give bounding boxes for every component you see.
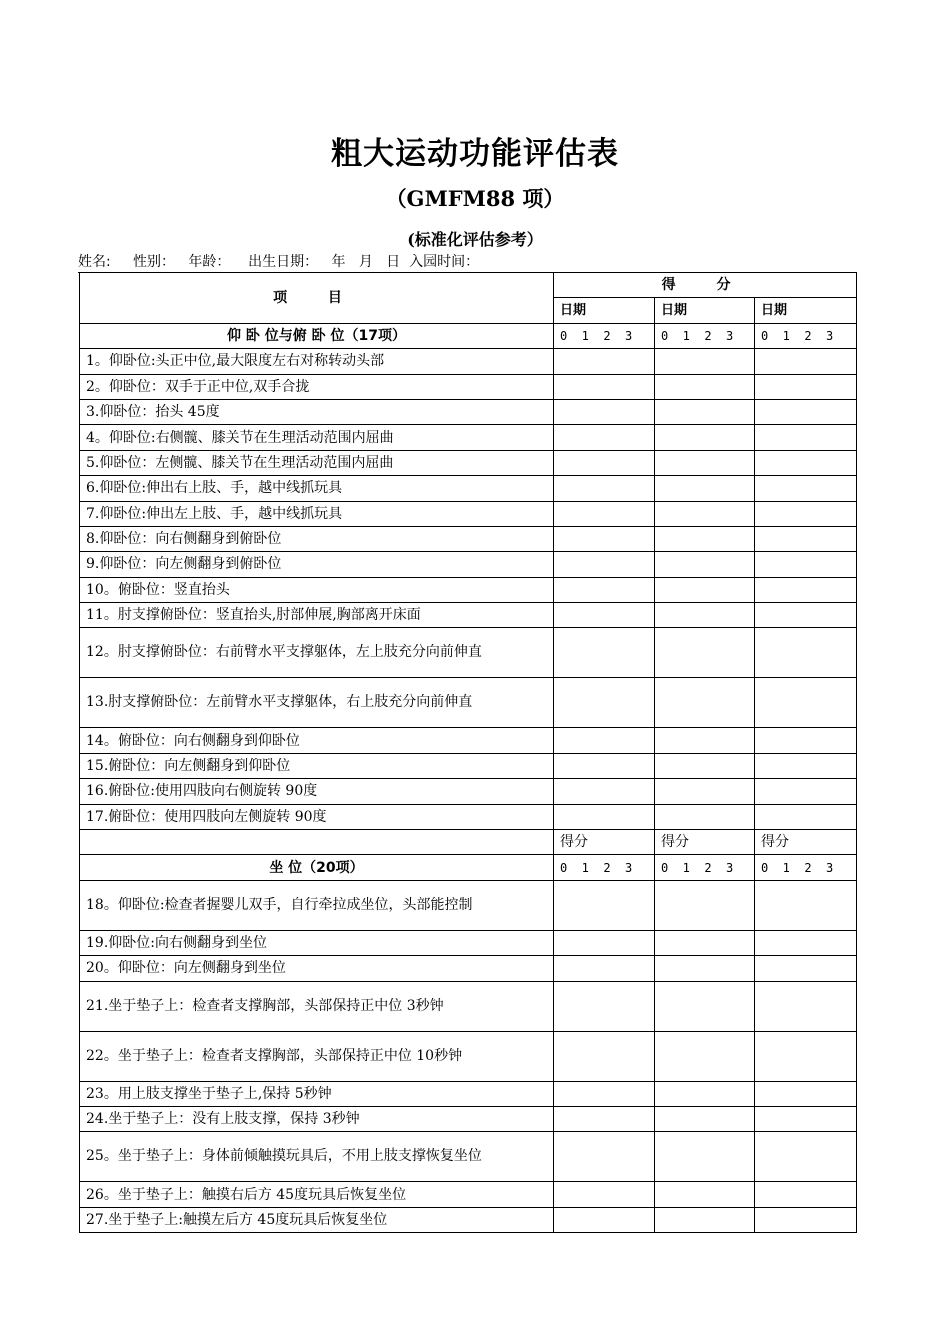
score-cell[interactable]: [554, 552, 655, 577]
score-cell[interactable]: [755, 1132, 857, 1182]
table-row: [80, 476, 857, 501]
item-text: 12。肘支撑俯卧位：右前臂水平支撑躯体，左上肢充分向前伸直: [80, 628, 554, 678]
score-cell[interactable]: [655, 678, 755, 728]
score-cell[interactable]: [655, 628, 755, 678]
section-title: 坐 位（20项）: [80, 855, 554, 880]
score-cell[interactable]: [755, 1207, 857, 1232]
score-label-row: [80, 830, 857, 855]
score-cell[interactable]: [755, 399, 857, 424]
score-scale: 0 1 2 3: [655, 323, 755, 348]
score-cell[interactable]: [655, 1106, 755, 1131]
score-cell[interactable]: [554, 804, 655, 829]
blank-cell: [80, 830, 554, 855]
score-cell[interactable]: [554, 880, 655, 930]
score-cell[interactable]: [755, 450, 857, 475]
table-row: [80, 728, 857, 753]
score-cell[interactable]: [554, 1031, 655, 1081]
table-row: [80, 753, 857, 778]
score-scale: 0 1 2 3: [755, 323, 857, 348]
score-cell[interactable]: [655, 1182, 755, 1207]
score-cell[interactable]: [755, 349, 857, 374]
score-cell[interactable]: [755, 552, 857, 577]
item-text: 5.仰卧位：左侧髋、膝关节在生理活动范围内屈曲: [80, 450, 554, 475]
score-cell[interactable]: [554, 577, 655, 602]
score-cell[interactable]: [755, 1081, 857, 1106]
table-row: [80, 804, 857, 829]
table-row: [80, 678, 857, 728]
score-cell[interactable]: [554, 628, 655, 678]
page-title: 粗大运动功能评估表: [331, 136, 619, 172]
table-row: [80, 374, 857, 399]
score-cell[interactable]: [755, 779, 857, 804]
table-row: [80, 628, 857, 678]
score-scale: 0 1 2 3: [755, 855, 857, 880]
score-cell[interactable]: [655, 930, 755, 955]
score-cell[interactable]: [755, 476, 857, 501]
score-cell[interactable]: [655, 728, 755, 753]
table-row: [80, 981, 857, 1031]
score-cell[interactable]: [655, 450, 755, 475]
score-cell[interactable]: [655, 1031, 755, 1081]
item-text: 1。仰卧位:头正中位,最大限度左右对称转动头部: [80, 349, 554, 374]
item-text: 22。坐于垫子上：检查者支撑胸部，头部保持正中位 10秒钟: [80, 1031, 554, 1081]
score-cell[interactable]: [755, 501, 857, 526]
score-cell[interactable]: [554, 1207, 655, 1232]
score-cell[interactable]: [755, 1031, 857, 1081]
score-cell[interactable]: [755, 374, 857, 399]
item-text: 7.仰卧位:伸出左上肢、手，越中线抓玩具: [80, 501, 554, 526]
date-cell[interactable]: 日期: [655, 298, 755, 323]
table-row: [80, 1031, 857, 1081]
table-row: [80, 501, 857, 526]
item-text: 15.俯卧位：向左侧翻身到仰卧位: [80, 753, 554, 778]
section-row: [80, 855, 857, 880]
score-cell[interactable]: [554, 476, 655, 501]
score-cell[interactable]: [655, 1081, 755, 1106]
score-label: 得分: [655, 830, 755, 855]
score-cell[interactable]: [655, 399, 755, 424]
score-cell[interactable]: [554, 930, 655, 955]
score-cell[interactable]: [554, 374, 655, 399]
item-text: 18。仰卧位:检查者握婴儿双手，自行牵拉成坐位，头部能控制: [80, 880, 554, 930]
score-cell[interactable]: [554, 981, 655, 1031]
item-text: 27.坐于垫子上:触摸左后方 45度玩具后恢复坐位: [80, 1207, 554, 1232]
score-cell[interactable]: [755, 981, 857, 1031]
score-cell[interactable]: [755, 804, 857, 829]
score-cell[interactable]: [655, 753, 755, 778]
score-cell[interactable]: [554, 526, 655, 551]
table-row: [80, 552, 857, 577]
score-cell[interactable]: [554, 399, 655, 424]
score-cell[interactable]: [755, 577, 857, 602]
date-cell[interactable]: 日期: [755, 298, 857, 323]
page-subtitle-note: (标准化评估参考）: [407, 230, 543, 249]
score-cell[interactable]: [554, 956, 655, 981]
score-cell[interactable]: [655, 501, 755, 526]
item-text: 14。俯卧位：向右侧翻身到仰卧位: [80, 728, 554, 753]
assessment-table: [79, 272, 857, 1233]
score-cell[interactable]: [655, 1132, 755, 1182]
date-cell[interactable]: 日期: [554, 298, 655, 323]
patient-info-line: 姓名: 性别： 年龄： 出生日期： 年 月 日 入园时间：: [78, 251, 479, 273]
score-cell[interactable]: [554, 349, 655, 374]
score-cell[interactable]: [755, 526, 857, 551]
item-text: 6.仰卧位:伸出右上肢、手，越中线抓玩具: [80, 476, 554, 501]
score-cell[interactable]: [554, 753, 655, 778]
item-text: 20。仰卧位：向左侧翻身到坐位: [80, 956, 554, 981]
item-text: 4。仰卧位:右侧髋、膝关节在生理活动范围内屈曲: [80, 425, 554, 450]
score-cell[interactable]: [655, 374, 755, 399]
score-cell[interactable]: [755, 880, 857, 930]
score-cell[interactable]: [655, 804, 755, 829]
item-text: 17.俯卧位：使用四肢向左侧旋转 90度: [80, 804, 554, 829]
score-cell[interactable]: [755, 753, 857, 778]
score-label: 得分: [755, 830, 857, 855]
score-cell[interactable]: [655, 880, 755, 930]
item-text: 8.仰卧位：向右侧翻身到俯卧位: [80, 526, 554, 551]
item-text: 13.肘支撑俯卧位：左前臂水平支撑躯体，右上肢充分向前伸直: [80, 678, 554, 728]
score-cell[interactable]: [655, 1207, 755, 1232]
score-scale: 0 1 2 3: [554, 323, 655, 348]
table-row: [80, 956, 857, 981]
score-cell[interactable]: [554, 779, 655, 804]
score-cell[interactable]: [655, 981, 755, 1031]
score-cell[interactable]: [554, 1132, 655, 1182]
score-cell[interactable]: [554, 728, 655, 753]
item-text: 25。坐于垫子上：身体前倾触摸玩具后，不用上肢支撑恢复坐位: [80, 1132, 554, 1182]
item-text: 3.仰卧位：抬头 45度: [80, 399, 554, 424]
table-row: [80, 779, 857, 804]
item-text: 2。仰卧位：双手于正中位,双手合拢: [80, 374, 554, 399]
item-text: 24.坐于垫子上：没有上肢支撑，保持 3秒钟: [80, 1106, 554, 1131]
item-text: 21.坐于垫子上：检查者支撑胸部，头部保持正中位 3秒钟: [80, 981, 554, 1031]
score-cell[interactable]: [655, 425, 755, 450]
score-column-header: 得 分: [554, 273, 857, 298]
score-cell[interactable]: [554, 678, 655, 728]
score-cell[interactable]: [655, 552, 755, 577]
table-row: [80, 1132, 857, 1182]
section-row: [80, 323, 857, 348]
score-cell[interactable]: [755, 1106, 857, 1131]
item-text: 23。用上肢支撑坐于垫子上,保持 5秒钟: [80, 1081, 554, 1106]
score-cell[interactable]: [755, 728, 857, 753]
score-cell[interactable]: [755, 628, 857, 678]
table-row: [80, 450, 857, 475]
score-cell[interactable]: [655, 349, 755, 374]
table-row: [80, 880, 857, 930]
item-text: 11。肘支撑俯卧位：竖直抬头,肘部伸展,胸部离开床面: [80, 603, 554, 628]
score-cell[interactable]: [655, 603, 755, 628]
score-cell[interactable]: [554, 450, 655, 475]
score-cell[interactable]: [554, 425, 655, 450]
score-cell[interactable]: [655, 956, 755, 981]
table-row: [80, 1182, 857, 1207]
table-row: [80, 577, 857, 602]
score-cell[interactable]: [755, 678, 857, 728]
score-cell[interactable]: [554, 603, 655, 628]
score-cell[interactable]: [655, 476, 755, 501]
score-cell[interactable]: [554, 1081, 655, 1106]
table-row: [80, 1106, 857, 1131]
item-text: 10。俯卧位：竖直抬头: [80, 577, 554, 602]
score-cell[interactable]: [554, 1182, 655, 1207]
score-cell[interactable]: [755, 930, 857, 955]
table-row: [80, 399, 857, 424]
item-text: 16.俯卧位:使用四肢向右侧旋转 90度: [80, 779, 554, 804]
score-cell[interactable]: [655, 779, 755, 804]
score-cell[interactable]: [755, 603, 857, 628]
score-cell[interactable]: [755, 1182, 857, 1207]
score-cell[interactable]: [655, 526, 755, 551]
page-subtitle: （GMFM88 项）: [385, 186, 565, 211]
score-cell[interactable]: [755, 425, 857, 450]
section-title: 仰 卧 位与俯 卧 位（17项）: [80, 323, 554, 348]
score-label: 得分: [554, 830, 655, 855]
table-row: [80, 349, 857, 374]
score-cell[interactable]: [554, 1106, 655, 1131]
score-scale: 0 1 2 3: [554, 855, 655, 880]
score-scale: 0 1 2 3: [655, 855, 755, 880]
score-cell[interactable]: [554, 501, 655, 526]
item-text: 26。坐于垫子上：触摸右后方 45度玩具后恢复坐位: [80, 1182, 554, 1207]
item-column-header: 项 目: [80, 273, 554, 324]
table-row: [80, 930, 857, 955]
score-cell[interactable]: [755, 956, 857, 981]
table-row: [80, 603, 857, 628]
table-row: [80, 1207, 857, 1232]
table-row: [80, 425, 857, 450]
table-row: [80, 526, 857, 551]
item-text: 19.仰卧位:向右侧翻身到坐位: [80, 930, 554, 955]
table-row: [80, 1081, 857, 1106]
item-text: 9.仰卧位：向左侧翻身到俯卧位: [80, 552, 554, 577]
score-cell[interactable]: [655, 577, 755, 602]
